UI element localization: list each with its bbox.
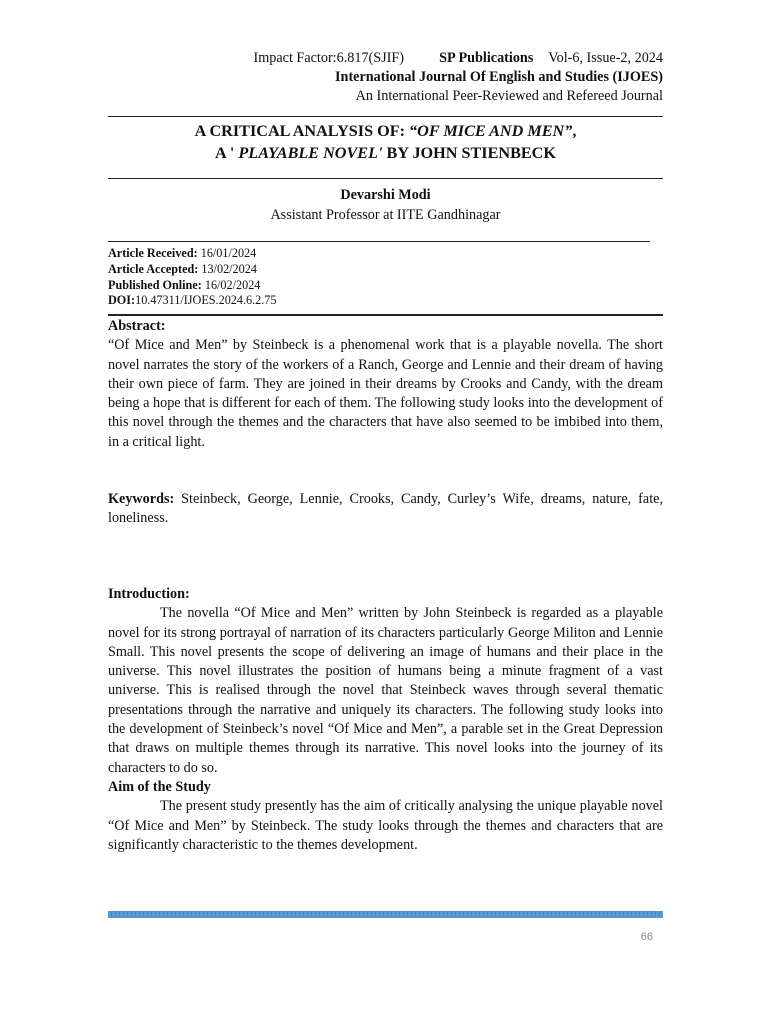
abstract-section — [108, 317, 663, 452]
author-name: Devarshi Modi — [340, 187, 431, 203]
journal-name: International Journal Of English and Studies (IJOES) — [335, 69, 663, 85]
page-number: 66 — [640, 931, 653, 943]
journal-description: An International Peer-Reviewed and Refereed Journal — [355, 88, 663, 104]
title-line-2: A ' PLAYABLE NOVEL' BY JOHN STIENBECK — [215, 144, 556, 162]
header-line-1 — [108, 49, 663, 68]
keywords-text: Steinbeck, George, Lennie, Crooks, Candy, Curley’s Wife, dreams, nature, fate, loneliness. — [108, 491, 663, 527]
paper-title — [108, 120, 663, 164]
author-affiliation: Assistant Professor at IITE Gandhinagar — [270, 207, 501, 223]
title-divider — [108, 178, 663, 179]
article-accepted: Article Accepted: 13/02/2024 — [108, 261, 257, 276]
abstract-heading: Abstract: — [108, 318, 166, 334]
publisher-name: SP Publications — [439, 50, 534, 66]
keywords-section — [108, 490, 663, 529]
title-line-1: A CRITICAL ANALYSIS OF: “OF MICE AND MEN”, — [194, 122, 577, 140]
author-block — [108, 185, 663, 225]
volume-issue: Vol-6, Issue-2, 2024 — [548, 50, 663, 66]
keywords-label: Keywords: — [108, 491, 175, 507]
introduction-section — [108, 585, 663, 855]
introduction-heading: Introduction: — [108, 586, 190, 602]
article-info — [108, 246, 663, 309]
journal-header — [108, 49, 663, 106]
published-online: Published Online: 16/02/2024 — [108, 277, 261, 292]
impact-factor: Impact Factor:6.817(SJIF) — [253, 50, 405, 66]
aim-heading: Aim of the Study — [108, 778, 211, 795]
header-divider — [108, 116, 663, 117]
author-divider — [108, 241, 650, 242]
footer-bar — [108, 911, 663, 918]
doi: DOI:10.47311/IJOES.2024.6.2.75 — [108, 293, 277, 308]
abstract-divider — [108, 314, 663, 316]
introduction-text: The novella “Of Mice and Men” written by John Steinbeck is regarded as a playable novel for its strong portrayal of narration of its characters particularly George Militon and Lennie Small. This novel presents the scope of delivering an image of humans and their place in the universe. This novel illustrates the position of humans being a minute fragment of a vast universe. This is realised through the novel that Steinbeck waves through several thematic presentations through the narrative and uniquely its characters. The following study looks into the development of Steinbeck’s novel “Of Mice and Men”, a parable set in the Great Depression that draws on multiple themes through its narrative. This novel looks into the journey of its characters to do so. — [108, 605, 663, 776]
article-received: Article Received: 16/01/2024 — [108, 246, 257, 260]
aim-text: The present study presently has the aim of critically analysing the unique playable novel “Of Mice and Men” by Steinbeck. The study looks through the themes and characters that are significantly characteristic to the themes development. — [108, 798, 663, 853]
abstract-text: “Of Mice and Men” by Steinbeck is a phenomenal work that is a playable novella. The short novel narrates the story of the workers of a Ranch, George and Lennie and their dream of having their own piece of farm. They are joined in their dreams by Crooks and Candy, with the dream being a hope that is different for each of them. The following study looks into the development of this novel through the themes and the characters that have also seemed to be imbibed into them, in a critical light. — [108, 337, 663, 450]
